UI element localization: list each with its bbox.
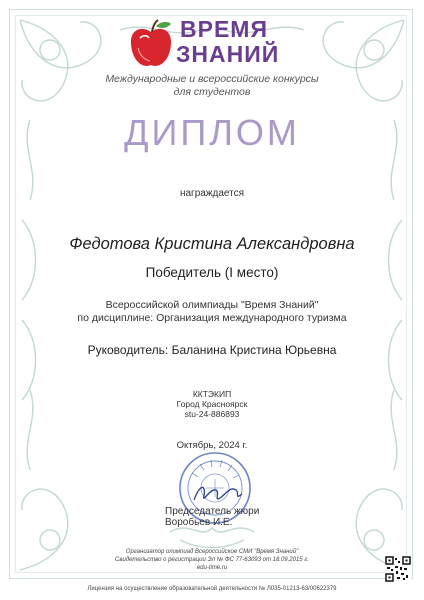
organization-name: ККТЭКИП [192, 389, 232, 399]
apple-icon [128, 18, 174, 70]
jury-chairman-title: Председатель жюри [165, 506, 260, 517]
diploma-code: stu-24-886893 [184, 409, 240, 419]
diploma-title: ДИПЛОМ [124, 112, 300, 153]
recipient-name: Федотова Кристина Александровна [69, 235, 355, 253]
issue-date: Октябрь, 2024 г. [176, 440, 248, 451]
place-award: Победитель (I место) [145, 265, 279, 280]
olympiad-line1: Всероссийской олимпиады "Время Знаний" [105, 299, 319, 311]
awarded-label: награждается [179, 188, 245, 199]
brand-logo [128, 14, 298, 70]
jury-chairman-name: Воробьев И.Е. [165, 517, 233, 528]
signature [190, 480, 246, 506]
olympiad-line2: по дисциплине: Организация международного туризма [77, 312, 347, 324]
logo-text-line1: ВРЕМЯ [180, 16, 268, 42]
supervisor: Руководитель: Баланина Кристина Юрьевна [87, 343, 337, 357]
footer-registration: Свидетельство о регистрации Эл № ФС 77-63093 от 18.09.2015 г. [115, 557, 309, 563]
tagline-line2: для студентов [173, 86, 251, 98]
footer-organizer: Организатор олимпиад Всероссийское СМИ "Время Знаний" [125, 549, 299, 555]
license-line: Лицензия на осуществление образовательной деятельности № Л035-01213-63/00622379 [87, 586, 337, 592]
organization-city: Город Красноярск [176, 399, 248, 409]
footer-website: edu-time.ru [196, 565, 228, 571]
logo-text-line2: ЗНАНИЙ [176, 41, 280, 67]
tagline-line1: Международные и всероссийские конкурсы [105, 73, 319, 85]
qr-code [385, 556, 411, 582]
